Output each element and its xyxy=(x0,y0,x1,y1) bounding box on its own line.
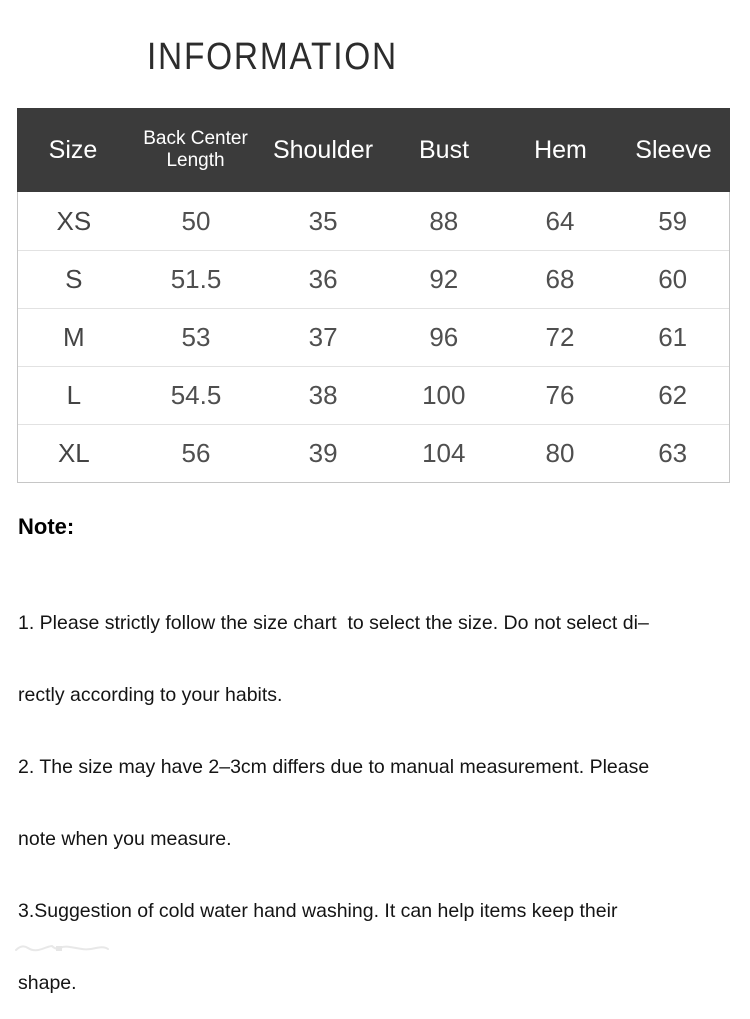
cell-sleeve: 62 xyxy=(658,380,688,410)
size-label: L xyxy=(66,380,82,410)
size-chart-header-row xyxy=(17,108,730,192)
column-header-size: Size xyxy=(48,135,98,164)
faint-watermark-squiggle xyxy=(14,940,110,956)
cell-sleeve: 60 xyxy=(658,264,688,294)
table-row-xs xyxy=(18,192,729,250)
note-line: note when you measure. xyxy=(18,828,232,850)
cell-hem: 72 xyxy=(545,322,575,352)
size-chart-table xyxy=(17,108,730,483)
cell-shoulder: 38 xyxy=(308,380,338,410)
cell-back-center-length: 51.5 xyxy=(170,264,222,294)
table-row-xl xyxy=(18,424,729,482)
table-row-l xyxy=(18,366,729,424)
table-row-m xyxy=(18,308,729,366)
column-header-bust: Bust xyxy=(418,135,470,164)
cell-back-center-length: 56 xyxy=(181,438,211,468)
note-line: shape. xyxy=(18,972,77,994)
note-text xyxy=(18,563,748,1019)
cell-shoulder: 39 xyxy=(308,438,338,468)
column-header-back-center-length: Back Center Length xyxy=(143,128,248,171)
cell-bust: 88 xyxy=(429,205,459,236)
note-line: 3.Suggestion of cold water hand washing. It can help items keep their xyxy=(18,900,618,922)
note-heading: Note: xyxy=(18,514,75,539)
cell-sleeve: 61 xyxy=(658,322,688,352)
cell-hem: 76 xyxy=(545,380,575,410)
page-title: INFORMATION xyxy=(147,36,398,78)
size-label: M xyxy=(63,322,85,352)
cell-shoulder: 37 xyxy=(308,322,338,352)
cell-sleeve: 59 xyxy=(658,205,688,236)
cell-back-center-length: 50 xyxy=(181,205,211,236)
cell-back-center-length: 54.5 xyxy=(170,380,222,410)
cell-bust: 96 xyxy=(429,322,459,352)
cell-hem: 68 xyxy=(545,264,575,294)
cell-shoulder: 36 xyxy=(308,264,338,294)
cell-hem: 64 xyxy=(545,205,575,236)
table-row-s xyxy=(18,250,729,308)
cell-sleeve: 63 xyxy=(658,438,688,468)
cell-bust: 92 xyxy=(429,264,459,294)
note-line: 1. Please strictly follow the size chart to select the size. Do not select di– xyxy=(18,612,649,634)
size-label: S xyxy=(65,264,83,294)
cell-bust: 100 xyxy=(422,380,466,410)
column-header-shoulder: Shoulder xyxy=(272,135,374,164)
cell-back-center-length: 53 xyxy=(181,322,211,352)
note-line: rectly according to your habits. xyxy=(18,684,283,706)
size-label: XL xyxy=(57,438,90,468)
note-line: 2. The size may have 2–3cm differs due to manual measurement. Please xyxy=(18,756,650,778)
column-header-hem: Hem xyxy=(534,135,587,164)
cell-hem: 80 xyxy=(545,438,575,468)
size-chart-body xyxy=(17,192,730,483)
cell-bust: 104 xyxy=(422,438,466,468)
cell-shoulder: 35 xyxy=(308,205,338,236)
size-label: XS xyxy=(56,205,92,236)
column-header-sleeve: Sleeve xyxy=(635,135,712,164)
